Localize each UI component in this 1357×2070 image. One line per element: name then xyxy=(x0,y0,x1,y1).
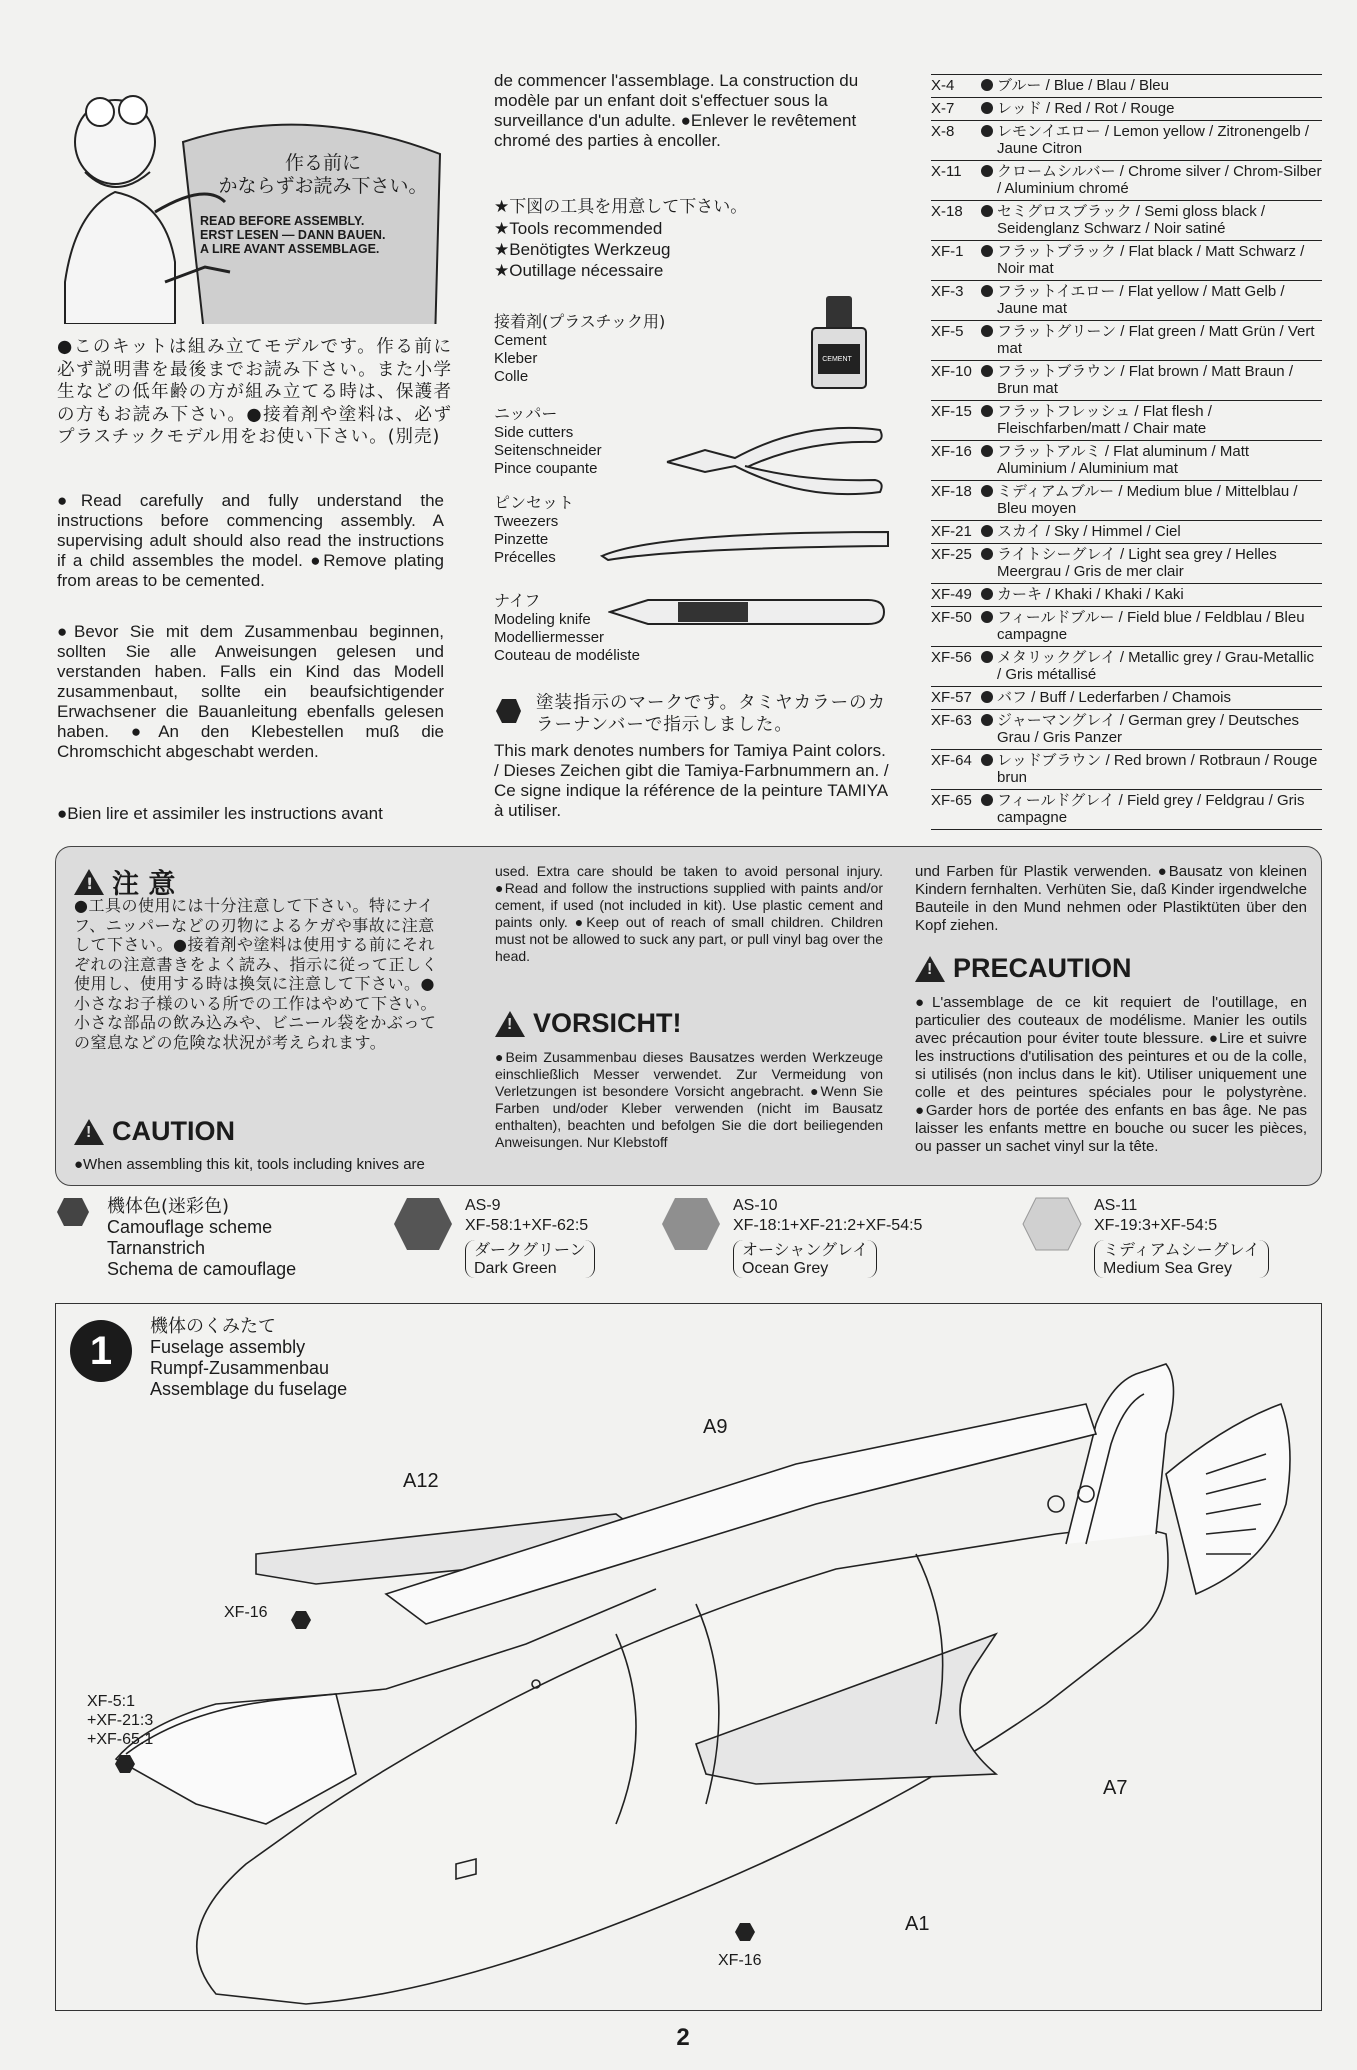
paint-dot-icon xyxy=(981,325,993,337)
tools-heading-en: ★Tools recommended xyxy=(494,219,663,238)
warning-jp-text: ●工具の使用には十分注意して下さい。特にナイフ、ニッパーなどの刃物によるケガや事故に注意して下さい。●接着剤や塗料は使用する前にそれぞれの注意書きをよく読み、指示に従って正しく使用し、使用する時は換気に注意して下さい。●小さなお子様のいる所での工作はやめて下さい。小さな部品の飲み込みや、ビニール袋をかぶっての窒息などの危険な状況が考えられます。 xyxy=(74,896,438,1052)
paint-code: X-8 xyxy=(931,123,955,140)
paint-dot-icon xyxy=(981,102,993,114)
color-2-en: Ocean Grey xyxy=(742,1260,829,1277)
mix-line-2: +XF-21:3 xyxy=(87,1712,154,1729)
vorsicht-text-start: ●Beim Zusammenbau dieses Bausatzes werden Werkzeuge einschließlich Messer verwendet. Zur Vermeidung von Verletzungen ist besondere Vorsicht angebracht. ●Wenn Sie Farben und/oder Kleber verwenden (nicht im Bausatz enthalten), beachten und befolgen Sie die dort beiliegenden Anweisungen. Nur Klebstoff xyxy=(495,1049,883,1150)
paint-code: XF-49 xyxy=(931,586,972,603)
paint-code: XF-3 xyxy=(931,283,964,300)
paint-row xyxy=(931,790,1322,830)
vorsicht-triangle-icon xyxy=(495,1011,525,1037)
tool-knife-fr: Couteau de modéliste xyxy=(494,647,640,664)
color-2-mix: XF-18:1+XF-21:2+XF-54:5 xyxy=(733,1217,923,1234)
paint-dot-icon xyxy=(981,365,993,377)
color-2-jp: オーシャングレイ xyxy=(742,1240,869,1259)
paint-row xyxy=(931,161,1322,201)
paint-dot-icon xyxy=(981,205,993,217)
paint-row xyxy=(931,584,1322,607)
bubble-text-multilang xyxy=(200,214,430,256)
color-3-en: Medium Sea Grey xyxy=(1103,1260,1232,1277)
precaution-text: ●L'assemblage de ce kit requiert de l'outillage, en particulier des couteaux de modélisme. Manier les outils avec précaution pour éviter toute blessure. ●Lire et suivre les instructions d'utilisation des peintures et ou de la colle, si utilisés (non inclus dans le kit). Utiliser uniquement une colle et des peintures spéciales pour le polystyrène. ●Garder hors de portée des enfants en bas âge. Ne pas laisser les enfants mettre en bouche ou sucer les pièces, ou passer un sachet vinyl sur la tête. xyxy=(915,994,1307,1155)
paint-row xyxy=(931,481,1322,521)
tools-heading xyxy=(494,197,894,281)
paint-dot-icon xyxy=(981,165,993,177)
paint-name: フィールドグレイ / Field grey / Feldgrau / Gris campagne xyxy=(997,792,1305,826)
paint-code: X-11 xyxy=(931,163,962,180)
caution-title-text: CAUTION xyxy=(112,1116,235,1146)
paint-dot-icon xyxy=(981,245,993,257)
vorsicht-title xyxy=(495,1008,682,1039)
paint-dot-icon xyxy=(981,125,993,137)
paint-row xyxy=(931,710,1322,750)
paint-callout-mix-icon xyxy=(114,1754,136,1774)
paint-row xyxy=(931,544,1322,584)
paint-code: XF-21 xyxy=(931,523,972,540)
color-ocean-grey xyxy=(733,1196,1003,1279)
paint-name: ブルー / Blue / Blau / Bleu xyxy=(997,77,1169,94)
paint-dot-icon xyxy=(981,588,993,600)
paint-dot-icon xyxy=(981,485,993,497)
tool-knife-en: Modeling knife xyxy=(494,611,591,628)
bubble-en: READ BEFORE ASSEMBLY. xyxy=(200,214,365,228)
warning-jp-title-text: 注 意 xyxy=(112,869,176,900)
paint-code: XF-50 xyxy=(931,609,972,626)
paint-row xyxy=(931,121,1322,161)
tool-tweezers-en: Tweezers xyxy=(494,513,559,530)
scheme-title-de: Tarnanstrich xyxy=(107,1238,206,1258)
bubble-fr: A LIRE AVANT ASSEMBLAGE. xyxy=(200,242,380,256)
paint-name: レモンイエロー / Lemon yellow / Zitronengelb / Jaune Citron xyxy=(997,123,1310,157)
paint-callout-xf16-bottom-icon xyxy=(734,1922,756,1942)
paint-callout-mix xyxy=(87,1692,153,1749)
paint-code: XF-16 xyxy=(931,443,972,460)
paint-row xyxy=(931,607,1322,647)
tool-cutters-fr: Pince coupante xyxy=(494,460,598,477)
paint-mark-jp: 塗装指示のマークです。タミヤカラーのカラーナンバーで指示しました。 xyxy=(536,693,887,735)
tool-tweezers-de: Pinzette xyxy=(494,531,549,548)
paint-dot-icon xyxy=(981,691,993,703)
color-3-code: AS-11 xyxy=(1094,1197,1138,1214)
step-1-title-fr: Assemblage du fuselage xyxy=(150,1379,348,1399)
paint-code: XF-57 xyxy=(931,689,972,706)
medium-sea-grey-swatch xyxy=(1021,1196,1083,1252)
dark-green-swatch xyxy=(392,1196,454,1252)
paint-row xyxy=(931,75,1322,98)
paint-code: XF-5 xyxy=(931,323,964,340)
paint-name: カーキ / Khaki / Khaki / Kaki xyxy=(997,586,1184,603)
paint-mark-icon xyxy=(494,697,522,725)
paint-row xyxy=(931,98,1322,121)
tool-cutters-jp: ニッパー xyxy=(494,404,558,423)
paint-dot-icon xyxy=(981,79,993,91)
page-number: 2 xyxy=(676,2024,690,2051)
paint-row xyxy=(931,281,1322,321)
paint-row xyxy=(931,321,1322,361)
label-a7: A7 xyxy=(1103,1777,1128,1799)
paint-code: XF-56 xyxy=(931,649,972,666)
fuselage-diagram xyxy=(56,1304,1318,2008)
color-dark-green xyxy=(465,1196,680,1279)
paint-name: レッドブラウン / Red brown / Rotbraun / Rouge brun xyxy=(997,752,1318,786)
tool-item-cement xyxy=(494,311,684,386)
paint-code: XF-15 xyxy=(931,403,972,420)
caution-triangle-icon xyxy=(74,1119,104,1145)
tweezers-icon xyxy=(598,524,890,564)
vorsicht-title-text: VORSICHT! xyxy=(533,1008,682,1038)
paint-name: フラットブラウン / Flat brown / Matt Braun / Brun mat xyxy=(997,363,1293,397)
cement-bottle-icon xyxy=(808,294,870,390)
tool-knife-de: Modelliermesser xyxy=(494,629,605,646)
scheme-title-en: Camouflage scheme xyxy=(107,1217,273,1237)
paint-name: クロームシルバー / Chrome silver / Chrom-Silber / Aluminium chromé xyxy=(997,163,1322,197)
tool-cement-fr: Colle xyxy=(494,368,529,385)
paint-name: フィールドブルー / Field blue / Feldblau / Bleu campagne xyxy=(997,609,1305,643)
step-number-badge: 1 xyxy=(70,1320,132,1382)
caution-title xyxy=(74,1116,235,1147)
scheme-title-jp: 機体色(迷彩色) xyxy=(107,1196,230,1217)
paint-dot-icon xyxy=(981,548,993,560)
paint-name: バフ / Buff / Lederfarben / Chamois xyxy=(997,689,1232,706)
mix-line-3: +XF-65:1 xyxy=(87,1731,154,1748)
tool-tweezers-jp: ピンセット xyxy=(494,493,575,512)
label-a9: A9 xyxy=(703,1416,728,1438)
color-1-mix: XF-58:1+XF-62:5 xyxy=(465,1217,589,1234)
side-cutters-icon xyxy=(665,410,890,510)
precaution-title xyxy=(915,953,1132,984)
label-a12: A12 xyxy=(403,1470,439,1492)
paint-dot-icon xyxy=(981,794,993,806)
paint-name: フラットフレッシュ / Flat flesh / Fleischfarben/matt / Chair mate xyxy=(997,403,1212,437)
caution-text-start: ●When assembling this kit, tools including knives are xyxy=(74,1156,425,1173)
paint-row xyxy=(931,647,1322,687)
tool-cutters-en: Side cutters xyxy=(494,424,574,441)
tools-heading-fr: ★Outillage nécessaire xyxy=(494,261,664,280)
color-1-jp: ダークグリーン xyxy=(474,1240,586,1259)
paint-row xyxy=(931,401,1322,441)
paint-dot-icon xyxy=(981,754,993,766)
paint-callout-xf16-top: XF-16 xyxy=(224,1604,268,1621)
intro-en-paragraph: ●Read carefully and fully understand the instructions before commencing assembly. A supervising adult should also read the instructions if a child assembles the model. ●Remove plating from areas to be cemented. xyxy=(57,491,444,590)
paint-row xyxy=(931,201,1322,241)
paint-name: フラットグリーン / Flat green / Matt Grün / Vert mat xyxy=(997,323,1315,357)
color-1-en: Dark Green xyxy=(474,1260,557,1277)
paint-row xyxy=(931,441,1322,481)
step-1-title-jp: 機体のくみたて xyxy=(150,1316,276,1337)
color-2-code: AS-10 xyxy=(733,1197,778,1214)
intro-jp-paragraph: ●このキットは組み立てモデルです。作る前に必ず説明書を最後までお読み下さい。また小学生などの低年齢の方が組み立てる時は、保護者の方もお読み下さい。●接着剤や塗料は、必ずプラスチックモデル用をお使い下さい。(別売) xyxy=(57,337,452,447)
paint-dot-icon xyxy=(981,714,993,726)
color-1-code: AS-9 xyxy=(465,1197,501,1214)
bubble-jp-line-2: かならずお読み下さい。 xyxy=(218,175,428,197)
paint-row xyxy=(931,521,1322,544)
paint-row xyxy=(931,241,1322,281)
precaution-triangle-icon xyxy=(915,956,945,982)
paint-dot-icon xyxy=(981,285,993,297)
paint-code: XF-64 xyxy=(931,752,972,769)
intro-fr-paragraph-cont: de commencer l'assemblage. La construction du modèle par un enfant doit s'effectuer sous la surveillance d'un adulte. ●Enlever le revêtement chromé des parties à encoller. xyxy=(494,71,859,150)
paint-dot-icon xyxy=(981,651,993,663)
warning-triangle-icon xyxy=(74,869,104,895)
paint-code: XF-25 xyxy=(931,546,972,563)
paint-dot-icon xyxy=(981,405,993,417)
label-a1: A1 xyxy=(905,1913,930,1935)
tools-heading-jp: ★下図の工具を用意して下さい。 xyxy=(494,197,748,217)
paint-name: ライトシーグレイ / Light sea grey / Helles Meergrau / Gris de mer clair xyxy=(997,546,1277,580)
paint-callout-xf16-top-icon xyxy=(290,1610,312,1630)
paint-code: XF-63 xyxy=(931,712,972,729)
paint-name: フラットイエロー / Flat yellow / Matt Gelb / Jaune mat xyxy=(997,283,1285,317)
paint-dot-icon xyxy=(981,445,993,457)
paint-row xyxy=(931,361,1322,401)
tool-tweezers-fr: Précelles xyxy=(494,549,556,566)
step-1-title-en: Fuselage assembly xyxy=(150,1337,306,1357)
paint-code: X-7 xyxy=(931,100,955,117)
paint-name: ミディアムブルー / Medium blue / Mittelblau / Bleu moyen xyxy=(997,483,1298,517)
paint-code: XF-18 xyxy=(931,483,972,500)
paint-dot-icon xyxy=(981,611,993,623)
paint-code: XF-1 xyxy=(931,243,964,260)
scheme-paint-icon xyxy=(55,1196,91,1228)
tool-cement-de: Kleber xyxy=(494,350,538,367)
paint-mark-text: This mark denotes numbers for Tamiya Paint colors. / Dieses Zeichen gibt die Tamiya-Farbnummern an. / Ce signe indique la référence de la peinture TAMIYA à utiliser. xyxy=(494,741,889,820)
cement-bottle-label: CEMENT xyxy=(822,356,852,363)
paint-code: X-4 xyxy=(931,77,955,94)
paint-code: XF-65 xyxy=(931,792,972,809)
color-3-jp: ミディアムシーグレイ xyxy=(1103,1240,1260,1259)
paint-name: レッド / Red / Rot / Rouge xyxy=(997,100,1175,117)
step-1-title-de: Rumpf-Zusammenbau xyxy=(150,1358,330,1378)
tool-cutters-de: Seitenschneider xyxy=(494,442,602,459)
bubble-de: ERST LESEN — DANN BAUEN. xyxy=(200,228,386,242)
scheme-title xyxy=(107,1196,367,1280)
ocean-grey-swatch xyxy=(660,1196,722,1252)
tool-cement-jp: 接着剤(プラスチック用) xyxy=(494,312,666,331)
vorsicht-text-cont: und Farben für Plastik verwenden. ●Bausatz von kleinen Kindern fernhalten. Verhüten Sie, daß Kinder irgendwelche Bauteile in den Mund nehmen oder Plastiktüten über den Kopf ziehen. xyxy=(915,863,1307,934)
paint-dot-icon xyxy=(981,525,993,537)
modeling-knife-icon xyxy=(608,594,890,630)
paint-name: ジャーマングレイ / German grey / Deutsches Grau / Gris Panzer xyxy=(997,712,1300,746)
paint-row xyxy=(931,750,1322,790)
paint-name: セミグロスブラック / Semi gloss black / Seidenglanz Schwarz / Noir satiné xyxy=(997,203,1266,237)
paint-name: フラットアルミ / Flat aluminum / Matt Aluminium / Aluminium mat xyxy=(997,443,1250,477)
scheme-title-fr: Schema de camouflage xyxy=(107,1259,297,1279)
paint-reference-table xyxy=(931,74,1322,830)
color-medium-sea-grey xyxy=(1094,1196,1314,1279)
paint-code: XF-10 xyxy=(931,363,972,380)
caution-text-cont: used. Extra care should be taken to avoid personal injury. ●Read and follow the instructions supplied with paints and/or cement, if used (not included in kit). Use plastic cement and paints only. ●Keep out of reach of small children. Children must not be allowed to suck any part, or pull vinyl bag over the head. xyxy=(495,863,883,964)
tool-item-cutters xyxy=(494,403,684,478)
dark-green-swatch-shape xyxy=(394,1198,452,1250)
bubble-jp-line-1: 作る前に xyxy=(284,152,361,174)
tool-cement-en: Cement xyxy=(494,332,547,349)
paint-code: X-18 xyxy=(931,203,963,220)
paint-name: フラットブラック / Flat black / Matt Schwarz / Noir mat xyxy=(997,243,1305,277)
bubble-text-jp xyxy=(213,152,433,198)
precaution-title-text: PRECAUTION xyxy=(953,953,1132,983)
color-3-mix: XF-19:3+XF-54:5 xyxy=(1094,1217,1218,1234)
paint-callout-xf16-bottom: XF-16 xyxy=(718,1952,762,1969)
tool-knife-jp: ナイフ xyxy=(494,591,541,610)
intro-de-paragraph: ●Bevor Sie mit dem Zusammenbau beginnen, sollten Sie alle Anweisungen gelesen und verstanden haben. Falls ein Kind das Modell zusammenbaut, sollte ein beaufsichtigender Erwachsener die Bauanleitung ebenfalls gelesen haben. ●An den Klebestellen muß die Chromschicht abgeschabt werden. xyxy=(57,622,444,761)
paint-name: スカイ / Sky / Himmel / Ciel xyxy=(997,523,1181,540)
intro-fr-paragraph-start: ●Bien lire et assimiler les instructions avant xyxy=(57,804,383,823)
paint-name: メタリックグレイ / Metallic grey / Grau-Metallic / Gris métallisé xyxy=(997,649,1315,683)
paint-row xyxy=(931,687,1322,710)
tools-heading-de: ★Benötigtes Werkzeug xyxy=(494,240,671,259)
mix-line-1: XF-5:1 xyxy=(87,1693,136,1710)
